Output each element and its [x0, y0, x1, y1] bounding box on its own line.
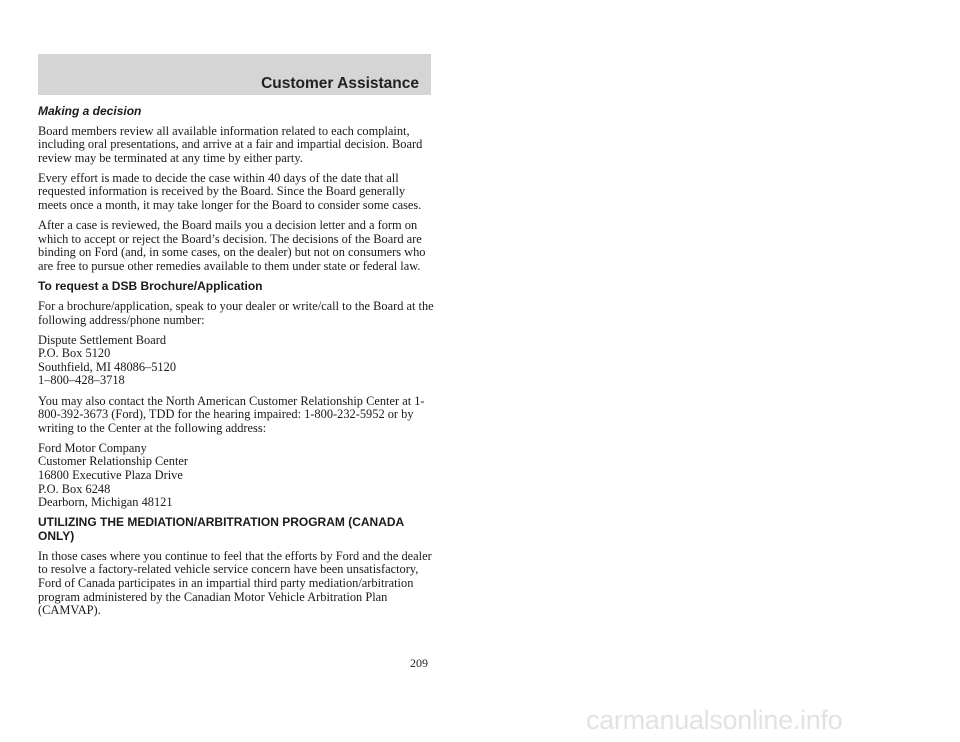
- address-line: P.O. Box 5120: [38, 346, 111, 361]
- paragraph: Every effort is made to decide the case within 40 days of the date that all requested information is received by the Board. Since the Board generally meets once a month, it may take longer for the Board to consider some cases.: [38, 170, 422, 212]
- page-header: [38, 54, 431, 95]
- paragraph: In those cases where you continue to feel that the efforts by Ford and the dealer to resolve a factory-related vehicle service concern have been unsatisfactory, Ford of Canada participates in an impartial third party mediation/arbitration program administered by the Canadian Motor Vehicle Arbitration Plan (CAMVAP).: [38, 548, 432, 618]
- paragraph: You may also contact the North American Customer Relationship Center at 1-800-392-3673 (Ford), TDD for the hearing impaired: 1-800-232-5952 or by writing to the Center at the following address:: [38, 393, 425, 435]
- address-line: Ford Motor Company: [38, 440, 147, 455]
- address-line: P.O. Box 6248: [38, 481, 111, 496]
- paragraph: After a case is reviewed, the Board mails you a decision letter and a form on which to accept or reject the Board’s decision. The decisions of the Board are binding on Ford (and, in some cases, on the dealer) but not on consumers who are free to pursue other remedies available to them under state or federal law.: [38, 218, 426, 273]
- paragraph: Board members review all available information related to each complaint, including oral presentations, and arrive at a fair and impartial decision. Board review may be terminated at any time by either party.: [38, 123, 423, 165]
- address-line: Southfield, MI 48086–5120: [38, 359, 177, 374]
- ford-address-block: [38, 442, 434, 510]
- page-title: Customer Assistance: [261, 75, 419, 92]
- address-line: 16800 Executive Plaza Drive: [38, 467, 183, 482]
- paragraph: For a brochure/application, speak to your dealer or write/call to the Board at the following address/phone number:: [38, 298, 434, 327]
- watermark-text: carmanualsonline.info: [586, 705, 843, 735]
- phone-line: 1–800–428–3718: [38, 373, 125, 388]
- section-heading-dsb-brochure: To request a DSB Brochure/Application: [38, 278, 263, 293]
- page-content: [38, 104, 434, 624]
- page-number: 209: [410, 656, 428, 670]
- address-line: Customer Relationship Center: [38, 454, 189, 469]
- section-heading-canada-program: UTILIZING THE MEDIATION/ARBITRATION PROGRAM (CANADA ONLY): [38, 515, 404, 543]
- section-heading-making-decision: Making a decision: [38, 104, 142, 118]
- address-line: Dispute Settlement Board: [38, 332, 167, 347]
- dsb-address-block: [38, 334, 434, 388]
- address-line: Dearborn, Michigan 48121: [38, 495, 173, 510]
